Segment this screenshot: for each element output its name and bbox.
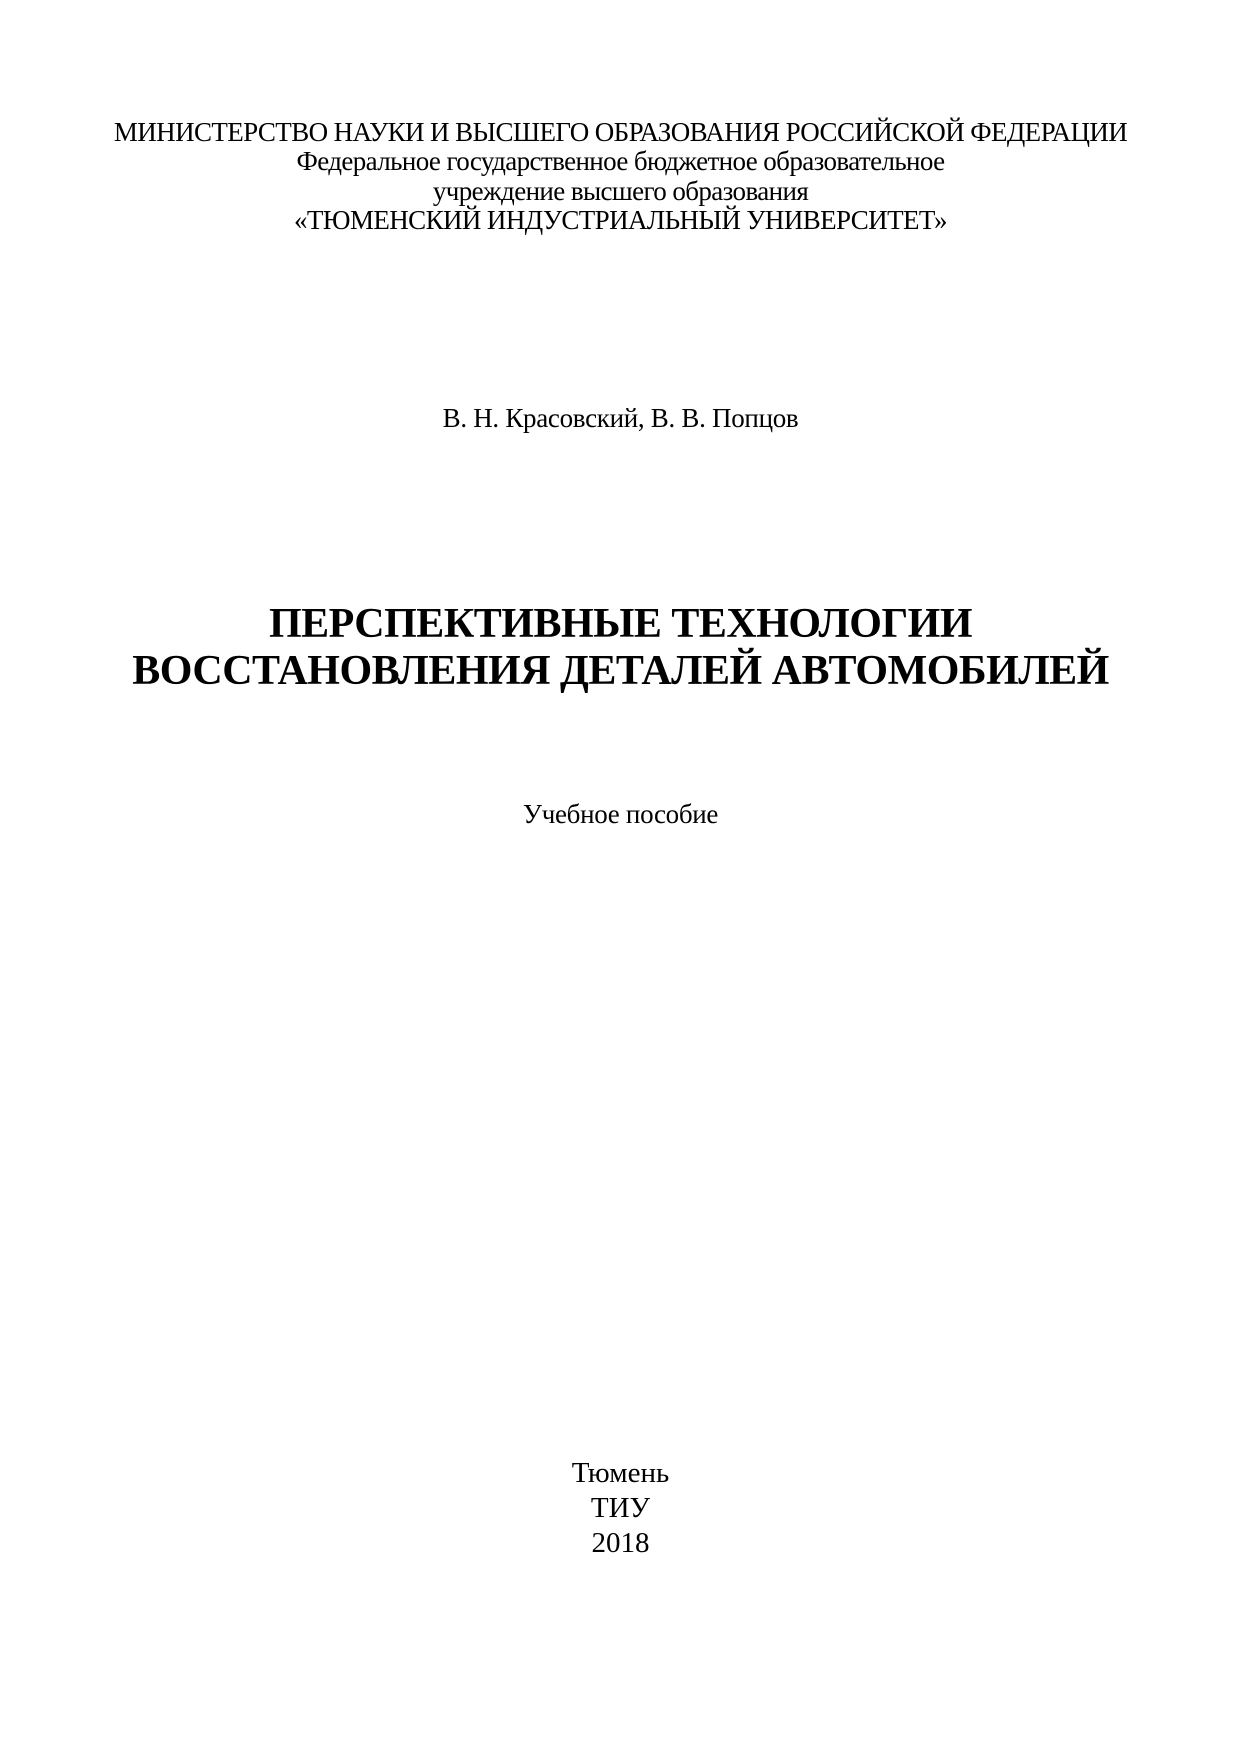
authors: В. Н. Красовский, В. В. Попцов — [442, 403, 799, 433]
university-name: «ТЮМЕНСКИЙ ИНДУСТРИАЛЬНЫЙ УНИВЕРСИТЕТ» — [294, 205, 947, 235]
institution-type-line1: Федеральное государственное бюджетное образовательное — [296, 146, 945, 176]
book-title-line1: ПЕРСПЕКТИВНЫЕ ТЕХНОЛОГИИ — [268, 601, 973, 647]
publication-type: Учебное пособие — [522, 799, 719, 829]
ministry-name: МИНИСТЕРСТВО НАУКИ И ВЫСШЕГО ОБРАЗОВАНИЯ РОССИЙСКОЙ ФЕДЕРАЦИИ — [113, 117, 1128, 147]
imprint-year: 2018 — [591, 1527, 650, 1559]
institution-type-line2: учреждение высшего образования — [432, 176, 809, 206]
book-title-line2: ВОССТАНОВЛЕНИЯ ДЕТАЛЕЙ АВТОМОБИЛЕЙ — [132, 648, 1109, 694]
imprint-publisher: ТИУ — [590, 1492, 651, 1524]
imprint-city: Тюмень — [571, 1457, 670, 1489]
